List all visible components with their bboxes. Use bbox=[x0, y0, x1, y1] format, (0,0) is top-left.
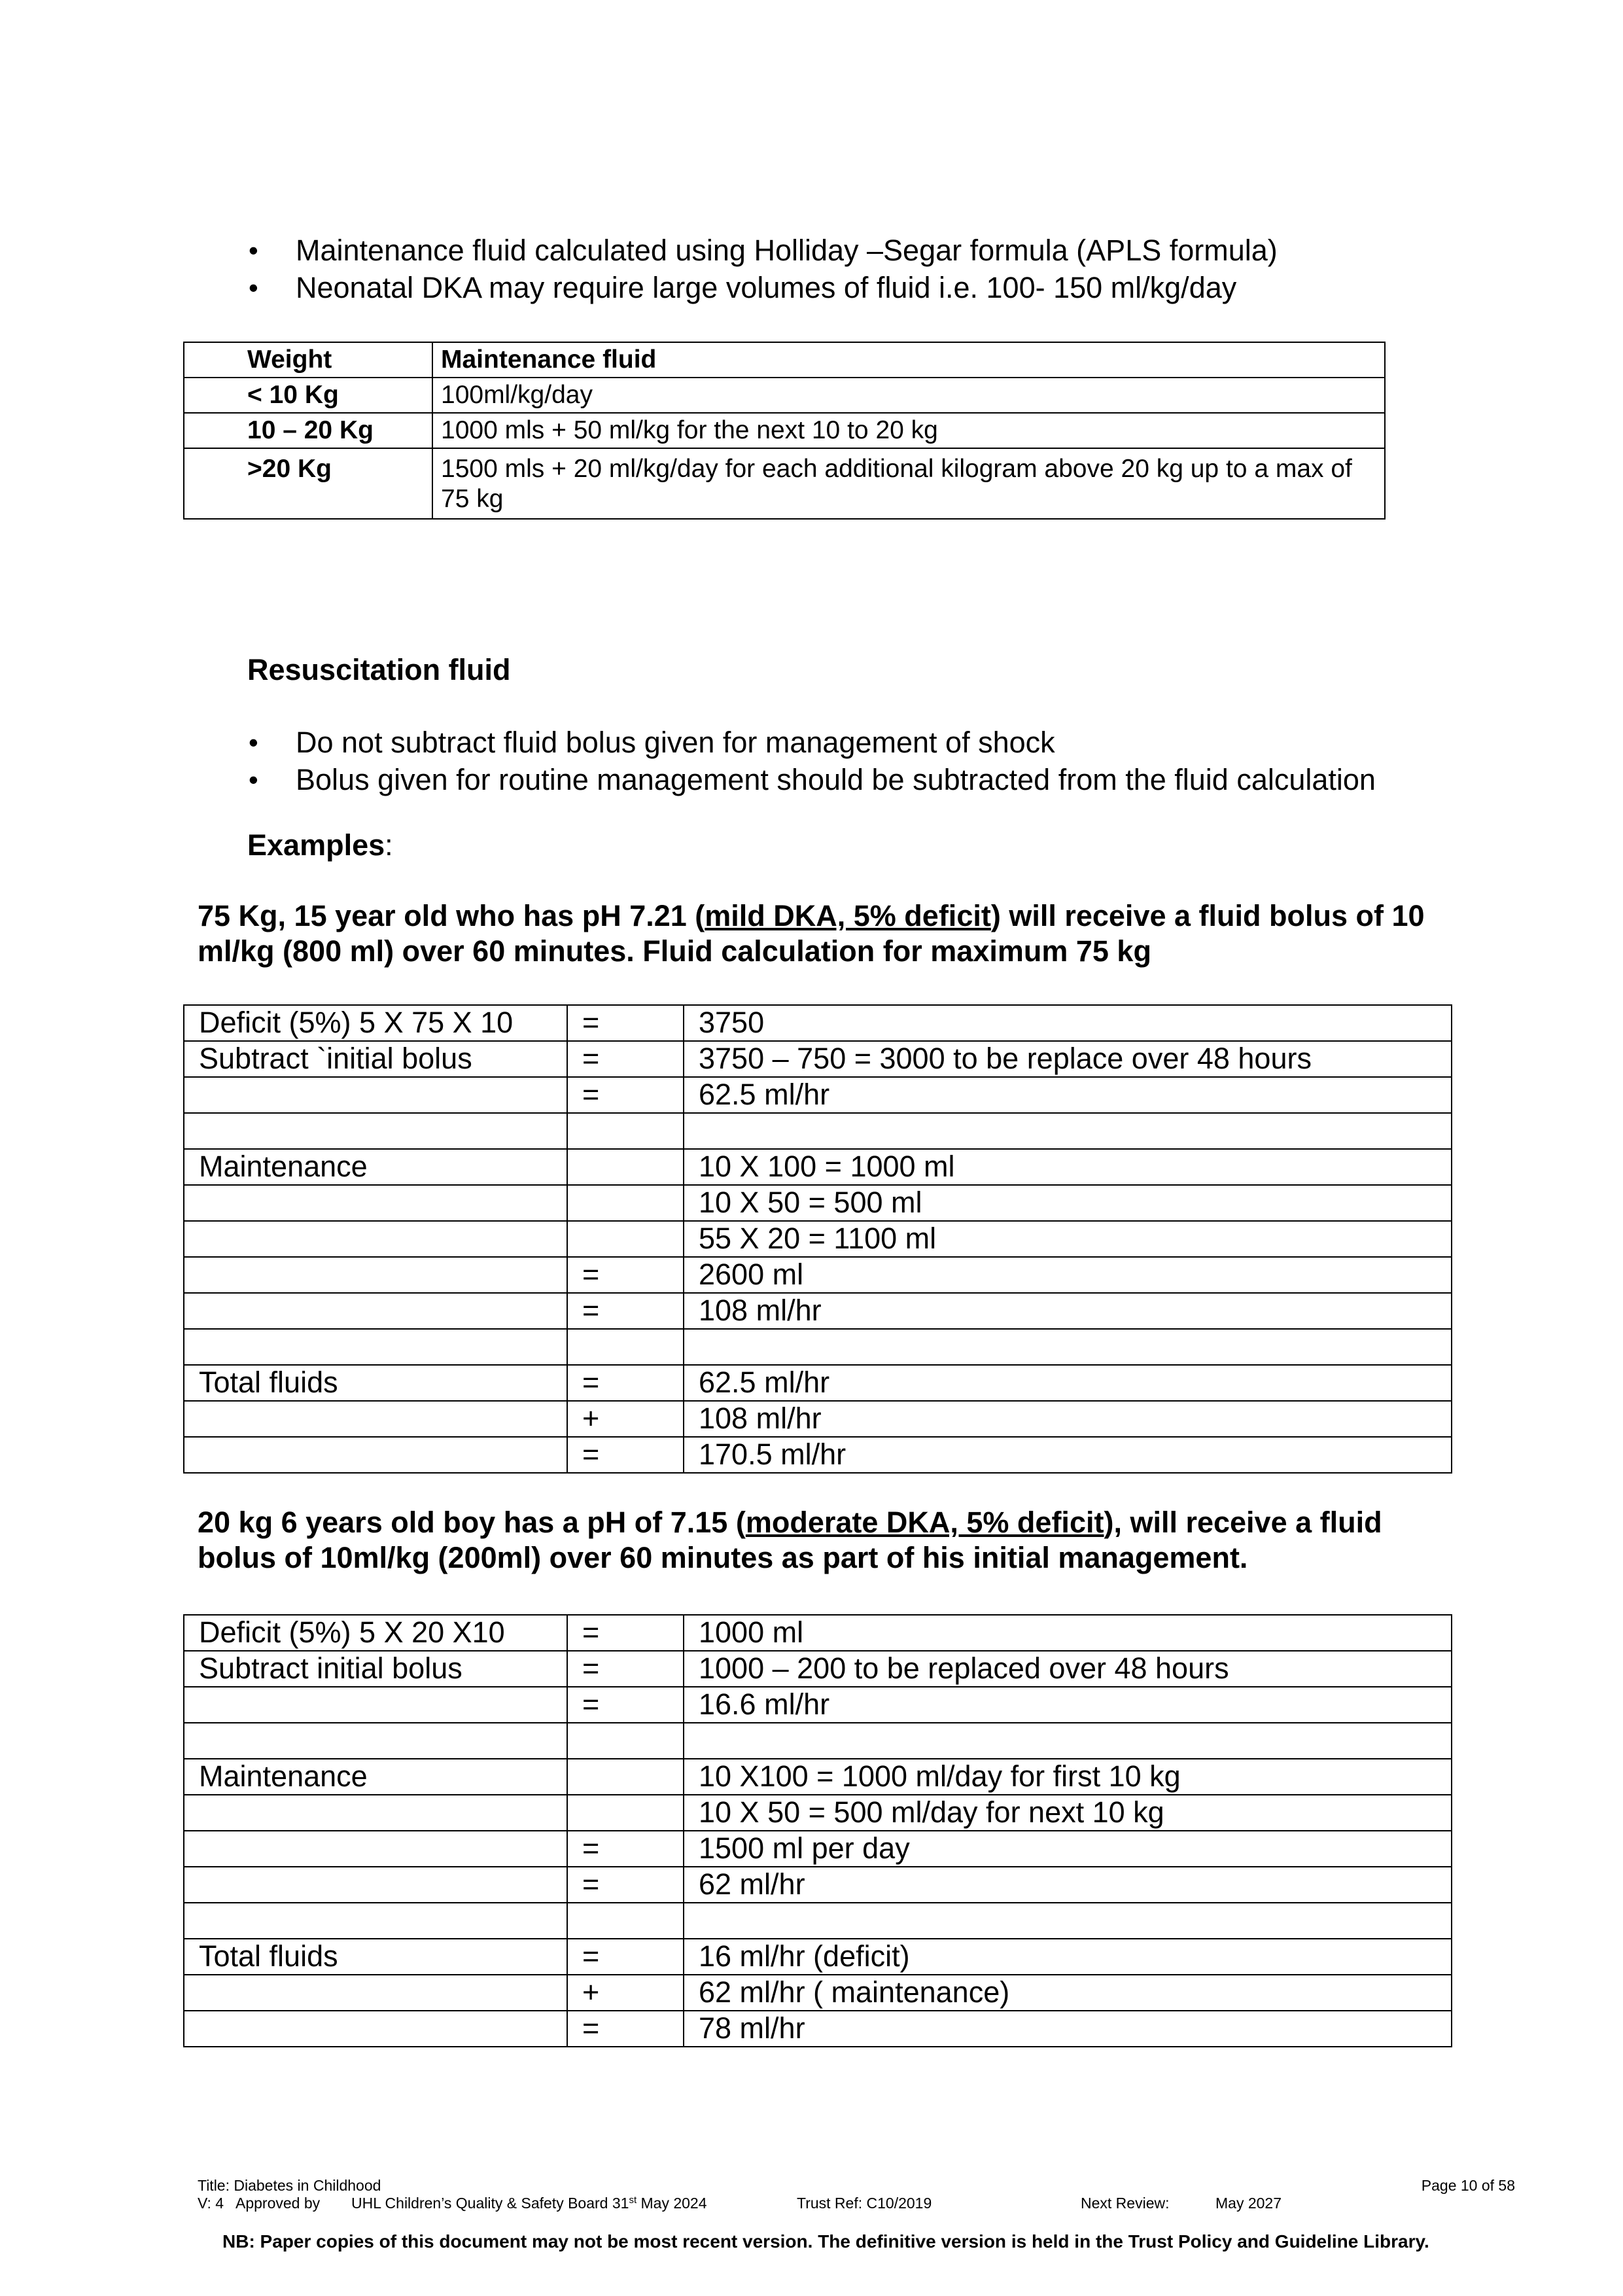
calc-operator-cell: = bbox=[567, 1077, 684, 1113]
calc-label-cell: Maintenance bbox=[184, 1759, 567, 1795]
calc-label-cell bbox=[184, 1687, 567, 1723]
calc-value-cell: 62 ml/hr ( maintenance) bbox=[684, 1975, 1452, 2011]
calc-operator-cell bbox=[567, 1221, 684, 1257]
calc-value-cell: 10 X 50 = 500 ml/day for next 10 kg bbox=[684, 1795, 1452, 1831]
calc-value-cell: 10 X 100 = 1000 ml bbox=[684, 1149, 1452, 1185]
example1-intro-underlined: mild DKA, 5% deficit bbox=[705, 899, 991, 932]
footer-title: Title: Diabetes in Childhood bbox=[198, 2177, 381, 2194]
calc-operator-cell: + bbox=[567, 1401, 684, 1437]
calc-label-cell bbox=[184, 1293, 567, 1329]
calc-value-cell: 55 X 20 = 1100 ml bbox=[684, 1221, 1452, 1257]
calc-value-cell: 10 X 50 = 500 ml bbox=[684, 1185, 1452, 1221]
calc-label-cell: Maintenance bbox=[184, 1149, 567, 1185]
table-row bbox=[184, 413, 1385, 448]
calc-row bbox=[184, 1867, 1452, 1903]
calc-operator-cell: = bbox=[567, 1831, 684, 1867]
calc-row bbox=[184, 1615, 1452, 1651]
calc-row bbox=[184, 1903, 1452, 1939]
calc-row bbox=[184, 1687, 1452, 1723]
calc-value-cell: 108 ml/hr bbox=[684, 1293, 1452, 1329]
calc-row bbox=[184, 2011, 1452, 2047]
example2-intro-text-end: ), will receive a fluid bolus of 10ml/kg (200ml) over 60 minutes as part of his initial management. bbox=[198, 1506, 1382, 1574]
calc-row bbox=[184, 1651, 1452, 1687]
calc-operator-cell bbox=[567, 1795, 684, 1831]
calc-value-cell: 1000 – 200 to be replaced over 48 hours bbox=[684, 1651, 1452, 1687]
calc-value-cell: 2600 ml bbox=[684, 1257, 1452, 1293]
calc-value-cell: 1000 ml bbox=[684, 1615, 1452, 1651]
footer-approved-date: May 2024 bbox=[637, 2195, 707, 2212]
calc-value-cell: 16.6 ml/hr bbox=[684, 1687, 1452, 1723]
calc-row bbox=[184, 1939, 1452, 1975]
calc-row bbox=[184, 1329, 1452, 1365]
calc-value-cell: 3750 bbox=[684, 1005, 1452, 1041]
fluid-cell: 1500 mls + 20 ml/kg/day for each additional kilogram above 20 kg up to a max of 75 kg bbox=[432, 448, 1385, 519]
calc-label-cell bbox=[184, 1975, 567, 2011]
calc-label-cell: Subtract `initial bolus bbox=[184, 1041, 567, 1077]
calc-row bbox=[184, 1401, 1452, 1437]
calc-row bbox=[184, 1185, 1452, 1221]
table-row bbox=[184, 378, 1385, 413]
calc-label-cell bbox=[184, 1867, 567, 1903]
bullet-item: • Neonatal DKA may require large volumes of fluid i.e. 100- 150 ml/kg/day bbox=[249, 269, 1278, 306]
calc-operator-cell: = bbox=[567, 1041, 684, 1077]
calc-value-cell bbox=[684, 1113, 1452, 1149]
calc-value-cell: 78 ml/hr bbox=[684, 2011, 1452, 2047]
example2-intro-underlined: moderate DKA, 5% deficit bbox=[745, 1506, 1104, 1539]
example1-intro bbox=[198, 898, 1440, 969]
calc-operator-cell: = bbox=[567, 1867, 684, 1903]
example2-calculation-table bbox=[183, 1614, 1452, 2047]
calc-operator-cell bbox=[567, 1185, 684, 1221]
calc-label-cell bbox=[184, 1401, 567, 1437]
calc-row bbox=[184, 1365, 1452, 1401]
bullet-item: • Do not subtract fluid bolus given for management of shock bbox=[249, 724, 1376, 761]
calc-value-cell: 16 ml/hr (deficit) bbox=[684, 1939, 1452, 1975]
footer-approved-by-text: UHL Children’s Quality & Safety Board 31 bbox=[351, 2195, 629, 2212]
calc-operator-cell: + bbox=[567, 1975, 684, 2011]
examples-heading bbox=[247, 827, 393, 863]
calc-operator-cell: = bbox=[567, 1257, 684, 1293]
calc-row bbox=[184, 1795, 1452, 1831]
example1-intro-text-end: ) will receive a fluid bolus of 10 ml/kg (800 ml) over 60 minutes. Fluid calculation for maximum 75 kg bbox=[198, 899, 1425, 968]
calc-row bbox=[184, 1221, 1452, 1257]
calc-operator-cell bbox=[567, 1903, 684, 1939]
calc-row bbox=[184, 1831, 1452, 1867]
calc-row bbox=[184, 1293, 1452, 1329]
calc-label-cell bbox=[184, 1831, 567, 1867]
calc-operator-cell: = bbox=[567, 1437, 684, 1473]
footer-version: V: 4 bbox=[198, 2195, 224, 2212]
calc-value-cell: 170.5 ml/hr bbox=[684, 1437, 1452, 1473]
calc-label-cell: Total fluids bbox=[184, 1365, 567, 1401]
weight-cell: 10 – 20 Kg bbox=[184, 413, 432, 448]
table-row bbox=[184, 448, 1385, 519]
calc-value-cell: 62 ml/hr bbox=[684, 1867, 1452, 1903]
calc-value-cell: 62.5 ml/hr bbox=[684, 1365, 1452, 1401]
calc-value-cell: 10 X100 = 1000 ml/day for first 10 kg bbox=[684, 1759, 1452, 1795]
example1-calculation-table bbox=[183, 1004, 1452, 1474]
calc-label-cell: Deficit (5%) 5 X 20 X10 bbox=[184, 1615, 567, 1651]
calc-operator-cell: = bbox=[567, 1005, 684, 1041]
bullet-item: • Maintenance fluid calculated using Holliday –Segar formula (APLS formula) bbox=[249, 232, 1278, 269]
calc-row bbox=[184, 1437, 1452, 1473]
calc-operator-cell bbox=[567, 1149, 684, 1185]
calc-row bbox=[184, 1723, 1452, 1759]
maintenance-fluid-table bbox=[183, 342, 1386, 520]
calc-row bbox=[184, 1041, 1452, 1077]
calc-operator-cell: = bbox=[567, 1651, 684, 1687]
calc-row bbox=[184, 1759, 1452, 1795]
example2-intro-text: 20 kg 6 years old boy has a pH of 7.15 ( bbox=[198, 1506, 746, 1539]
resuscitation-bullet-list bbox=[249, 724, 1376, 798]
footer-approved-sup: st bbox=[629, 2195, 637, 2206]
calc-row bbox=[184, 1257, 1452, 1293]
footer-trust-ref: Trust Ref: C10/2019 bbox=[797, 2195, 932, 2212]
header-cell-maintenance: Maintenance fluid bbox=[432, 342, 1385, 378]
footer-approved-by bbox=[351, 2194, 707, 2212]
calc-value-cell bbox=[684, 1903, 1452, 1939]
calc-label-cell bbox=[184, 1437, 567, 1473]
calc-operator-cell bbox=[567, 1113, 684, 1149]
calc-label-cell bbox=[184, 1795, 567, 1831]
calc-label-cell: Subtract initial bolus bbox=[184, 1651, 567, 1687]
calc-row bbox=[184, 1113, 1452, 1149]
calc-row bbox=[184, 1149, 1452, 1185]
calc-operator-cell: = bbox=[567, 1293, 684, 1329]
calc-operator-cell: = bbox=[567, 1365, 684, 1401]
calc-operator-cell bbox=[567, 1329, 684, 1365]
table-header-row bbox=[184, 342, 1385, 378]
examples-heading-text: Examples bbox=[247, 828, 385, 862]
calc-label-cell bbox=[184, 1113, 567, 1149]
footer-next-review-label: Next Review: bbox=[1081, 2195, 1170, 2212]
calc-label-cell: Total fluids bbox=[184, 1939, 567, 1975]
calc-operator-cell: = bbox=[567, 1687, 684, 1723]
weight-cell: < 10 Kg bbox=[184, 378, 432, 413]
footer-page-number: Page 10 of 58 bbox=[1421, 2177, 1515, 2194]
calc-row bbox=[184, 1975, 1452, 2011]
example1-intro-text: 75 Kg, 15 year old who has pH 7.21 ( bbox=[198, 899, 705, 932]
calc-value-cell bbox=[684, 1329, 1452, 1365]
calc-label-cell bbox=[184, 1723, 567, 1759]
calc-label-cell bbox=[184, 1257, 567, 1293]
calc-label-cell bbox=[184, 1903, 567, 1939]
calc-label-cell bbox=[184, 1329, 567, 1365]
calc-operator-cell bbox=[567, 1759, 684, 1795]
footer-approved-label: Approved by bbox=[236, 2195, 321, 2212]
example2-intro bbox=[198, 1505, 1440, 1576]
calc-operator-cell bbox=[567, 1723, 684, 1759]
calc-value-cell: 108 ml/hr bbox=[684, 1401, 1452, 1437]
calc-row bbox=[184, 1077, 1452, 1113]
examples-heading-colon: : bbox=[385, 828, 393, 862]
calc-value-cell: 1500 ml per day bbox=[684, 1831, 1452, 1867]
fluid-cell: 100ml/kg/day bbox=[432, 378, 1385, 413]
calc-label-cell bbox=[184, 1221, 567, 1257]
resuscitation-heading: Resuscitation fluid bbox=[247, 653, 511, 686]
calc-operator-cell: = bbox=[567, 1615, 684, 1651]
intro-bullet-list bbox=[249, 232, 1278, 306]
fluid-cell: 1000 mls + 50 ml/kg for the next 10 to 20 kg bbox=[432, 413, 1385, 448]
calc-operator-cell: = bbox=[567, 2011, 684, 2047]
calc-operator-cell: = bbox=[567, 1939, 684, 1975]
calc-row bbox=[184, 1005, 1452, 1041]
bullet-item: • Bolus given for routine management should be subtracted from the fluid calculation bbox=[249, 761, 1376, 798]
footer-nb-notice: NB: Paper copies of this document may not be most recent version. The definitive version is held in the Trust Policy and Guideline Library. bbox=[222, 2231, 1429, 2252]
header-cell-weight: Weight bbox=[184, 342, 432, 378]
calc-label-cell bbox=[184, 1185, 567, 1221]
calc-value-cell bbox=[684, 1723, 1452, 1759]
calc-label-cell bbox=[184, 1077, 567, 1113]
footer-next-review-date: May 2027 bbox=[1215, 2195, 1282, 2212]
calc-label-cell: Deficit (5%) 5 X 75 X 10 bbox=[184, 1005, 567, 1041]
calc-value-cell: 3750 – 750 = 3000 to be replace over 48 hours bbox=[684, 1041, 1452, 1077]
calc-label-cell bbox=[184, 2011, 567, 2047]
weight-cell: >20 Kg bbox=[184, 448, 432, 519]
calc-value-cell: 62.5 ml/hr bbox=[684, 1077, 1452, 1113]
